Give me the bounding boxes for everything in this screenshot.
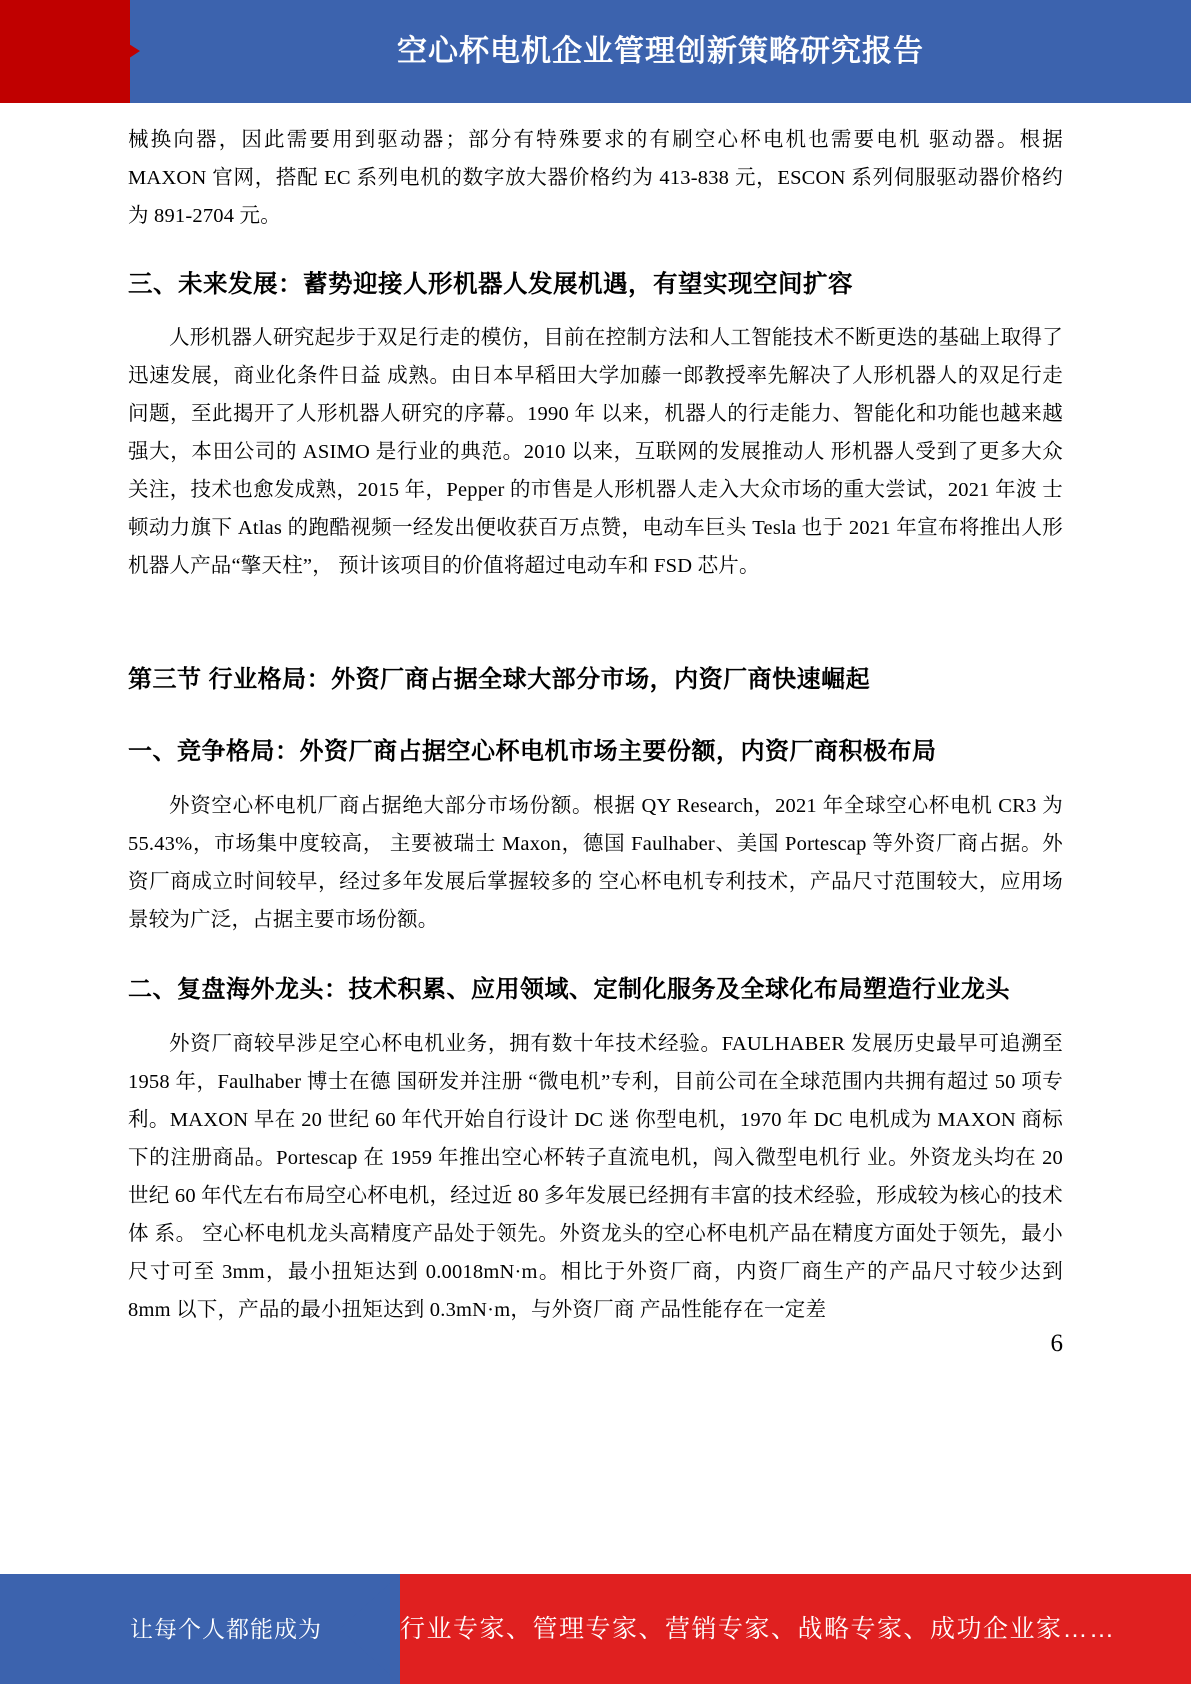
- spacer: [128, 305, 1063, 319]
- paragraph-continued: 械换向器，因此需要用到驱动器；部分有特殊要求的有刷空心杯电机也需要电机 驱动器。根据 MAXON 官网，搭配 EC 系列电机的数字放大器价格约为 413-838 元，ESCON 系列伺服驱动器价格约为 891-2704 元。: [128, 129, 1063, 227]
- page-number: 6: [1050, 1330, 1063, 1357]
- spacer: [128, 701, 1063, 731]
- heading-section-three: 第三节 行业格局：外资厂商占据全球大部分市场，内资厂商快速崛起: [128, 666, 871, 693]
- heading-overseas-leaders: 二、复盘海外龙头：技术积累、应用领域、定制化服务及全球化布局塑造行业龙头: [128, 976, 1010, 1003]
- heading-competition-landscape: 一、竞争格局：外资厂商占据空心杯电机市场主要份额，内资厂商积极布局: [128, 738, 937, 765]
- page-title: 空心杯电机企业管理创新策略研究报告: [397, 35, 924, 68]
- paragraph-overseas-history: 外资厂商较早涉足空心杯电机业务，拥有数十年技术经验。FAULHABER 发展历史最早可追溯至 1958 年，Faulhaber 博士在德 国研发并注册 “微电机”专利，目前公司在全球范围内共拥有超过 50 项专利。MAXON 早在 20 世纪 60 年代开始自行设计 DC 迷 你型电机，1970 年 DC 电机成为 MAXON 商标下的注册商品。Portescap 在 1959 年推出空心杯转子直流电机，闯入微型电机行 业。外资龙头均在 20 世纪 60 年代左右布局空心杯电机，经过近 80 多年发展已经拥有丰富的技术经验，形成较为核心的技术体 系。 空心杯电机龙头高精度产品处于领先。外资龙头的空心杯电机产品在精度方面处于领先，最小尺寸可至 3mm，最小扭矩达到 0.0018mN·m。相比于外资厂商，内资厂商生产的产品尺寸较少达到 8mm 以下，产品的最小扭矩达到 0.3mN·m，与外资厂商 产品性能存在一定差: [128, 1033, 1063, 1321]
- spacer: [128, 939, 1063, 969]
- header-red-arrow-icon: [60, 0, 140, 103]
- page-header: [0, 0, 1191, 103]
- spacer: [128, 585, 1063, 659]
- document-body: [0, 103, 1191, 1474]
- page-footer: [0, 1574, 1191, 1684]
- spacer: [128, 235, 1063, 265]
- footer-slogan-left: 让每个人都能成为: [130, 1616, 322, 1642]
- footer-slogan-right: 行业专家、管理专家、营销专家、战略专家、成功企业家……: [400, 1615, 1116, 1643]
- heading-future-development: 三、未来发展：蓄势迎接人形机器人发展机遇，有望实现空间扩容: [128, 271, 853, 298]
- footer-wedge-icon: [340, 1574, 400, 1684]
- paragraph-market-share: 外资空心杯电机厂商占据绝大部分市场份额。根据 QY Research，2021 年全球空心杯电机 CR3 为 55.43%，市场集中度较高， 主要被瑞士 Maxon，德国 Faulhaber、美国 Portescap 等外资厂商占据。外资厂商成立时间较早，经过多年发展后掌握较多的 空心杯电机专利技术，产品尺寸范围较大，应用场景较为广泛，占据主要市场份额。: [128, 795, 1063, 931]
- spacer: [128, 1011, 1063, 1025]
- spacer: [128, 773, 1063, 787]
- paragraph-humanoid-robots: 人形机器人研究起步于双足行走的模仿，目前在控制方法和人工智能技术不断更迭的基础上取得了迅速发展，商业化条件日益 成熟。由日本早稻田大学加藤一郎教授率先解决了人形机器人的双足行走问题，至此揭开了人形机器人研究的序幕。1990 年 以来，机器人的行走能力、智能化和功能也越来越强大，本田公司的 ASIMO 是行业的典范。2010 以来，互联网的发展推动人 形机器人受到了更多大众关注，技术也愈发成熟，2015 年，Pepper 的市售是人形机器人走入大众市场的重大尝试，2021 年波 士顿动力旗下 Atlas 的跑酷视频一经发出便收获百万点赞，电动车巨头 Tesla 也于 2021 年宣布将推出人形机器人产品“擎天柱”， 预计该项目的价值将超过电动车和 FSD 芯片。: [128, 327, 1063, 577]
